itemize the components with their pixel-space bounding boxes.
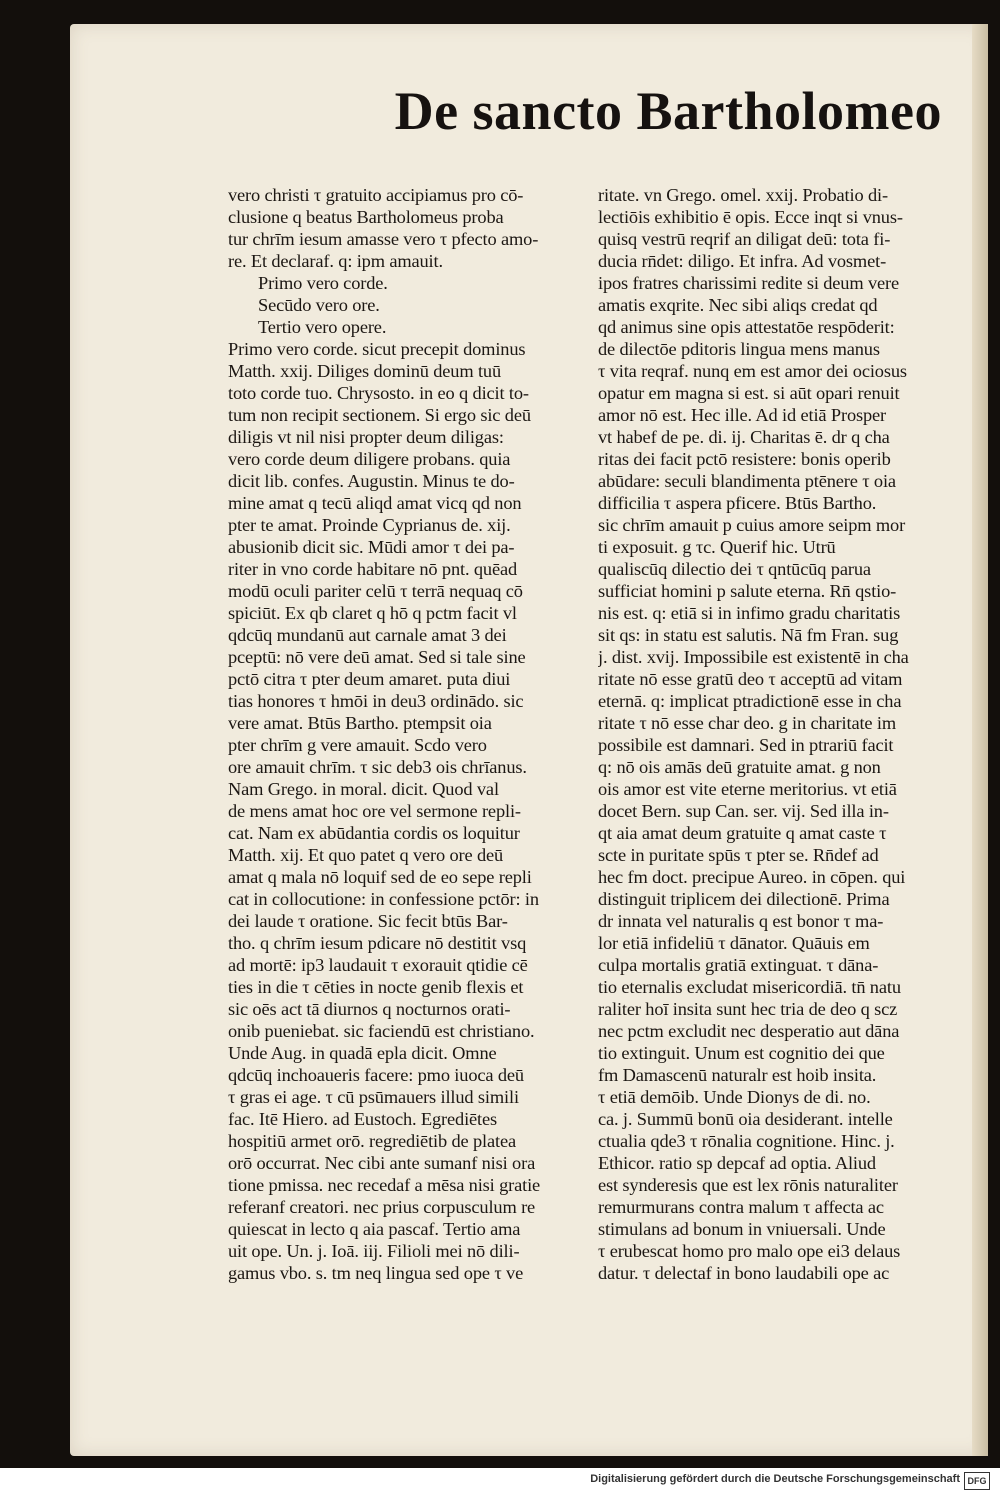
text-line: Matth. xij. Et quo patet q vero ore deū <box>228 845 504 865</box>
text-line: ad mortē: ip3 laudauit τ exorauit qtidie cē <box>228 955 528 975</box>
text-line: Ethicor. ratio sp depcaf ad optia. Aliud <box>598 1153 876 1173</box>
text-column-left <box>228 184 583 1284</box>
text-line: sic chrīm amauit p cuius amore seipm mor <box>598 515 906 535</box>
text-line: Primo vero corde. sicut precepit dominus <box>228 339 526 359</box>
text-column-right <box>598 184 953 1284</box>
text-line: pter chrīm g vere amauit. Scdo vero <box>228 735 487 755</box>
text-line: sit qs: in statu est salutis. Nā fm Fran. sug <box>598 625 899 645</box>
text-line: gamus vbo. s. tm neq lingua sed ope τ ve <box>228 1263 524 1283</box>
text-line: clusione q beatus Bartholomeus proba <box>228 207 504 227</box>
text-line: difficilia τ aspera pficere. Btūs Bartho. <box>598 493 877 513</box>
text-line: Matth. xxij. Diliges dominū deum tuū <box>228 361 502 381</box>
footer-bar <box>0 1468 1000 1494</box>
text-line: dei laude τ oratione. Sic fecit btūs Bar- <box>228 911 508 931</box>
text-line: tur chrīm iesum amasse vero τ pfecto amo- <box>228 229 539 249</box>
text-line: cat. Nam ex abūdantia cordis os loquitur <box>228 823 520 843</box>
text-line: ritas dei facit pctō resistere: bonis operib <box>598 449 891 469</box>
text-line: nec pctm excludit nec desperatio aut dāna <box>598 1021 900 1041</box>
text-line: qdcūq mundanū aut carnale amat 3 dei <box>228 625 507 645</box>
text-line: opatur em magna si est. si aūt opari renuit <box>598 383 900 403</box>
text-line: diligis vt nil nisi propter deum diligas: <box>228 427 504 447</box>
text-line: tio eternalis excludat misericordiā. tn̄ natu <box>598 977 901 997</box>
text-line: re. Et declaraf. q: ipm amauit. <box>228 251 443 271</box>
text-line: cat in collocutione: in confessione pctōr: in <box>228 889 539 909</box>
text-line: eternā. q: implicat ptradictionē esse in cha <box>598 691 902 711</box>
text-line: lectiōis exhibitio ē opis. Ecce inqt si vnus- <box>598 207 903 227</box>
text-line: tho. q chrīm iesum pdicare nō destitit vsq <box>228 933 527 953</box>
text-line: amor nō est. Hec ille. Ad id etiā Prosper <box>598 405 887 425</box>
text-line: riter in vno corde habitare nō pnt. quēad <box>228 559 518 579</box>
text-line: lor etiā infideliū τ dānator. Quāuis em <box>598 933 870 953</box>
text-line: abusionib dicit sic. Mūdi amor τ dei pa- <box>228 537 515 557</box>
text-line: fm Damascenū naturalr est hoib insita. <box>598 1065 877 1085</box>
page-edge <box>972 24 988 1456</box>
text-line: ducia rn̄det: diligo. Et infra. Ad vosmet- <box>598 251 887 271</box>
text-line: τ gras ei age. τ cū psūmauers illud simili <box>228 1087 519 1107</box>
text-line: sic oēs act tā diurnos q nocturnos orati- <box>228 999 511 1019</box>
text-line: hospitiū armet orō. regrediētib de platea <box>228 1131 516 1151</box>
text-line: ritate τ nō esse char deo. g in charitate im <box>598 713 896 733</box>
text-line: est synderesis que est lex rōnis naturaliter <box>598 1175 898 1195</box>
funding-credit: Digitalisierung gefördert durch die Deutsche Forschungsgemeinschaft <box>590 1473 960 1485</box>
text-line: Unde Aug. in quadā epla dicit. Omne <box>228 1043 497 1063</box>
text-line: nis est. q: etiā si in infimo gradu charitatis <box>598 603 901 623</box>
text-line: onib pueniebat. sic faciendū est christiano. <box>228 1021 535 1041</box>
text-line: pter te amat. Proinde Cyprianus de. xij. <box>228 515 511 535</box>
text-line: q: nō ois amās deū gratuite amat. g non <box>598 757 881 777</box>
text-line: vero corde deum diligere probans. quia <box>228 449 511 469</box>
text-line: scte in puritate spūs τ pter se. Rn̄def ad <box>598 845 879 865</box>
text-line: qdcūq inchoaueris facere: pmo iuoca deū <box>228 1065 524 1085</box>
text-line: ritate nō esse gratū deo τ acceptū ad vitam <box>598 669 903 689</box>
dfg-logo: DFG <box>964 1472 990 1490</box>
text-line: toto corde tuo. Chrysosto. in eo q dicit to- <box>228 383 529 403</box>
text-line: quisq vestrū reqrif an diligat deū: tota fi- <box>598 229 891 249</box>
text-line: ctualia qde3 τ rōnalia cognitione. Hinc. j. <box>598 1131 895 1151</box>
text-line: ti exposuit. g τc. Querif hic. Utrū <box>598 537 836 557</box>
text-line: amat q mala nō loquif sed de eo sepe repli <box>228 867 532 887</box>
text-line: culpa mortalis gratiā extinguat. τ dāna- <box>598 955 879 975</box>
text-line: raliter hoī insita sunt hec tria de deo q scz <box>598 999 898 1019</box>
text-line: Secūdo vero ore. <box>258 295 380 315</box>
text-line: vt habef de pe. di. ij. Charitas ē. dr q cha <box>598 427 890 447</box>
text-line: hec fm doct. precipue Aureo. in cōpen. qui <box>598 867 906 887</box>
text-line: ois amor est vite eterne meritorius. vt etiā <box>598 779 897 799</box>
text-line: τ erubescat homo pro malo ope ei3 delaus <box>598 1241 901 1261</box>
text-line: tio extinguit. Unum est cognitio dei que <box>598 1043 885 1063</box>
text-line: remurmurans contra malum τ affecta ac <box>598 1197 884 1217</box>
text-line: ipos fratres charissimi redite si deum vere <box>598 273 899 293</box>
page-title: De sancto Bartholomeo <box>394 81 942 141</box>
text-line: docet Bern. sup Can. ser. vij. Sed illa in- <box>598 801 889 821</box>
text-line: datur. τ delectaf in bono laudabili ope ac <box>598 1263 890 1283</box>
book-page <box>70 24 988 1456</box>
text-line: qt aia amat deum gratuite q amat caste τ <box>598 823 887 843</box>
text-line: fac. Itē Hiero. ad Eustoch. Egrediētes <box>228 1109 498 1129</box>
text-line: tias honores τ hmōi in deu3 ordinādo. sic <box>228 691 524 711</box>
text-line: τ vita reqraf. nunq em est amor dei ociosus <box>598 361 907 381</box>
text-line: vere amat. Btūs Bartho. ptempsit oia <box>228 713 492 733</box>
text-line: abūdare: seculi blandimenta ptēnere τ oia <box>598 471 896 491</box>
text-line: tum non recipit sectionem. Si ergo sic deū <box>228 405 531 425</box>
text-line: Primo vero corde. <box>258 273 388 293</box>
text-line: dr innata vel naturalis q est bonor τ ma- <box>598 911 884 931</box>
text-line: tione pmissa. nec recedaf a mēsa nisi gratie <box>228 1175 541 1195</box>
text-line: ties in die τ cēties in nocte genib flexis et <box>228 977 524 997</box>
text-line: vero christi τ gratuito accipiamus pro cō- <box>228 185 524 205</box>
text-line: dicit lib. confes. Augustin. Minus te do- <box>228 471 515 491</box>
text-line: ore amauit chrīm. τ sic deb3 ois chrīanus. <box>228 757 527 777</box>
text-line: referanf creatori. nec prius corpusculum re <box>228 1197 536 1217</box>
text-line: de mens amat hoc ore vel sermone repli- <box>228 801 521 821</box>
text-line: amatis exqrite. Nec sibi aliqs credat qd <box>598 295 878 315</box>
text-line: τ etiā demōib. Unde Dionys de di. no. <box>598 1087 871 1107</box>
text-line: j. dist. xvij. Impossibile est existentē in cha <box>598 647 909 667</box>
text-line: ca. j. Summū bonū oia desiderant. intelle <box>598 1109 893 1129</box>
text-line: Tertio vero opere. <box>258 317 387 337</box>
text-line: possibile est damnari. Sed in ptrariū facit <box>598 735 894 755</box>
text-line: qd animus sine opis attestatōe respōderit: <box>598 317 895 337</box>
text-line: pceptū: nō vere deū amat. Sed si tale sine <box>228 647 526 667</box>
text-line: ritate. vn Grego. omel. xxij. Probatio di- <box>598 185 888 205</box>
text-line: qualiscūq dilectio dei τ qntūcūq parua <box>598 559 871 579</box>
text-line: modū oculi pariter celū τ terrā nequaq cō <box>228 581 523 601</box>
text-line: de dilectōe pditoris lingua mens manus <box>598 339 880 359</box>
text-line: stimulans ad bonum in vniuersali. Unde <box>598 1219 886 1239</box>
text-line: mine amat q tecū aliqd amat vicq qd non <box>228 493 522 513</box>
text-line: spiciūt. Ex qb claret q hō q pctm facit vl <box>228 603 517 623</box>
text-line: sufficiat homini p salute eterna. Rn̄ qstio- <box>598 581 897 601</box>
text-line: quiescat in lecto q aia pascaf. Tertio ama <box>228 1219 521 1239</box>
text-line: orō occurrat. Nec cibi ante sumanf nisi ora <box>228 1153 536 1173</box>
text-line: uit ope. Un. j. Ioā. iij. Filioli mei nō dili- <box>228 1241 520 1261</box>
text-line: Nam Grego. in moral. dicit. Quod val <box>228 779 499 799</box>
text-line: pctō citra τ pter deum amaret. puta diui <box>228 669 511 689</box>
text-line: distinguit triplicem dei dilectionē. Prima <box>598 889 890 909</box>
